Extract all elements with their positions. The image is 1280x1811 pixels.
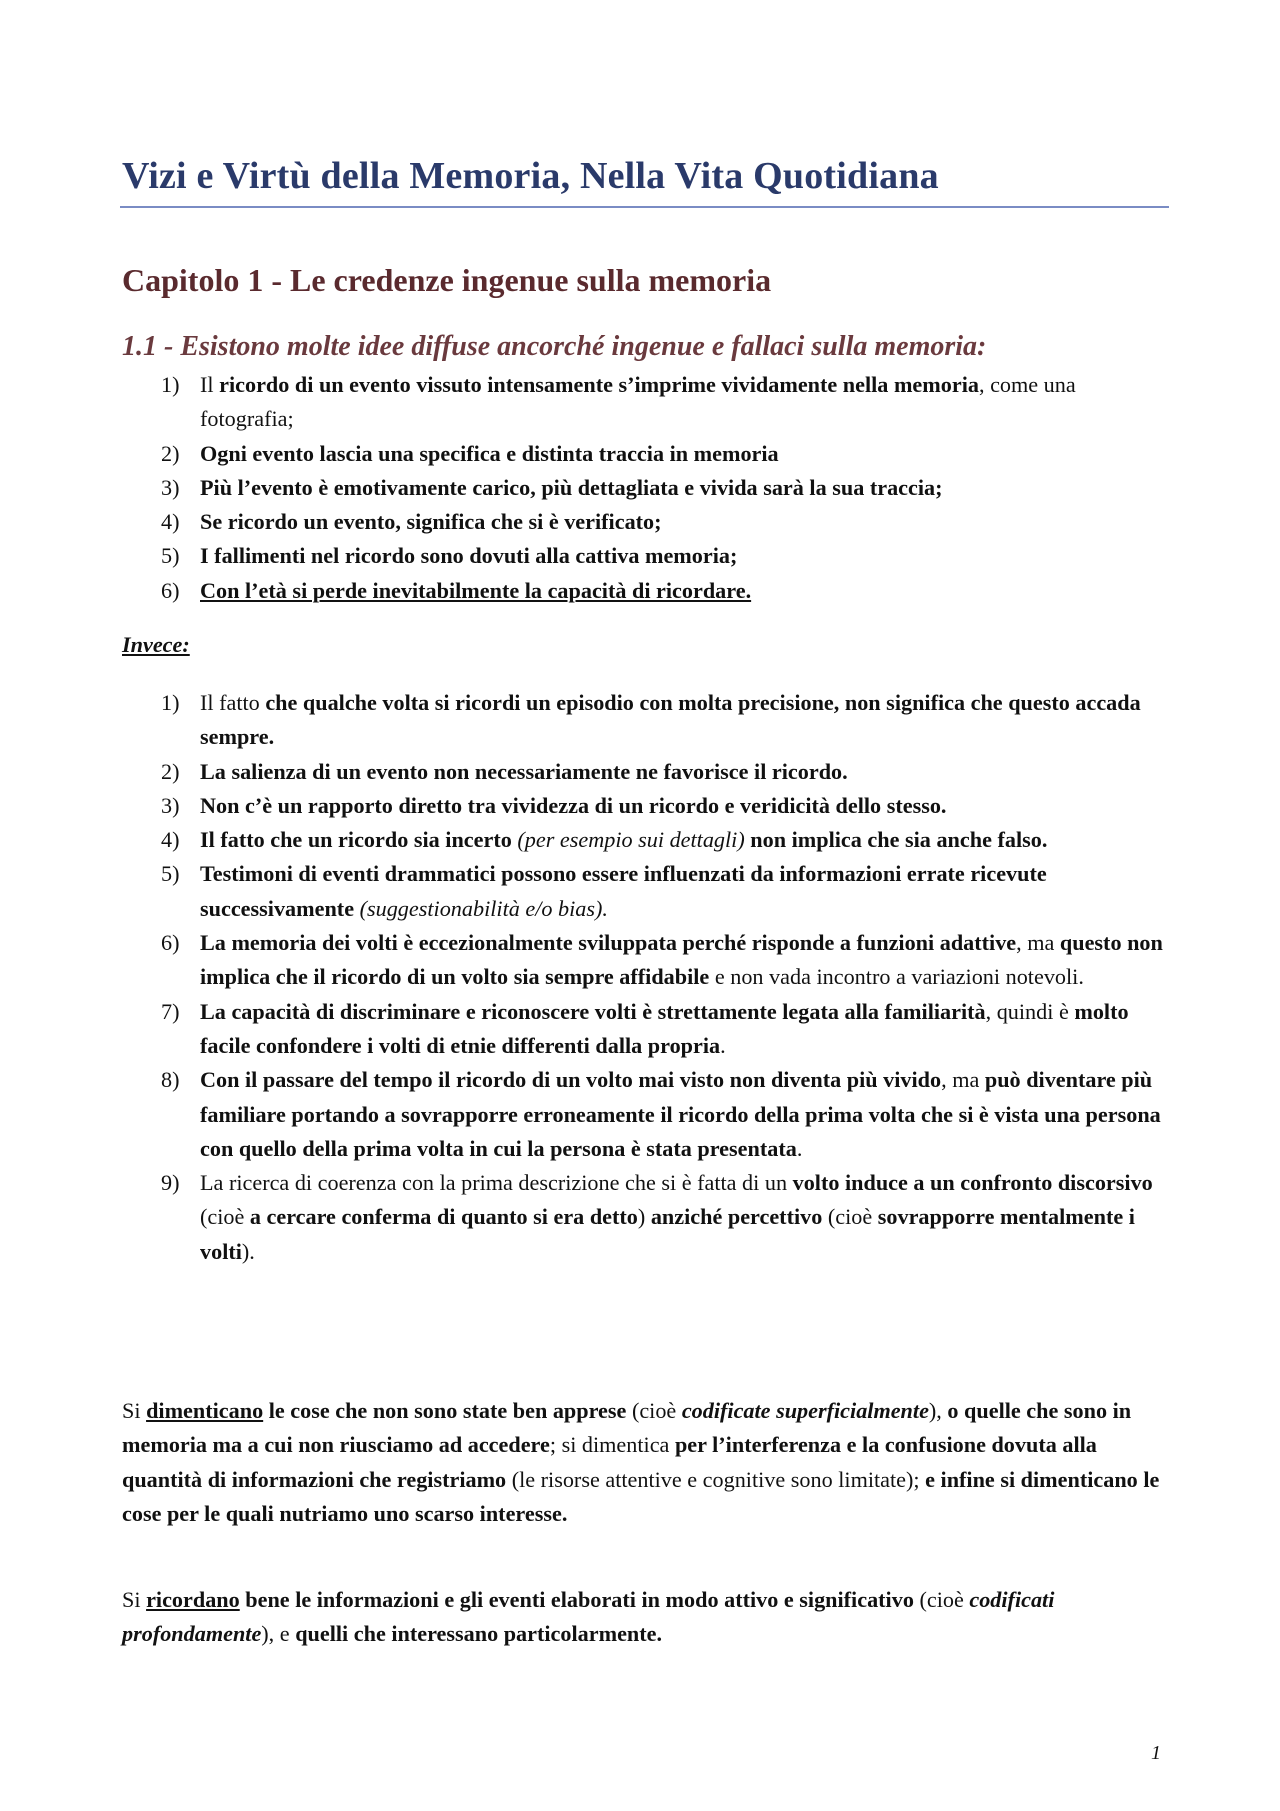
document-title: Vizi e Virtù della Memoria, Nella Vita Quotidiana [122,155,939,197]
list-number: 4) [161,509,180,535]
section-heading: 1.1 - Esistono molte idee diffuse ancorché ingenue e fallaci sulla memoria: [122,331,987,362]
list-text-bold: non implica che sia anche falso. [744,827,1048,853]
list-item [122,1166,1167,1269]
list-text-bold: La salienza di un evento non necessariamente ne favorisce il ricordo. [200,758,848,784]
para-text: ), [928,1398,948,1423]
list-item [122,789,1167,823]
list-item [122,471,1167,505]
list-text-bold: Testimoni di eventi drammatici possono essere influenzati da informazioni errate ricevute successivamente [200,861,1047,921]
list-text-bold: può diventare più familiare portando a sovrapporre erroneamente il ricordo della prima volta che si è vista una persona con quello della prima volta in cui la persona è stata presentata [200,1067,1161,1161]
list-item [122,1063,1167,1166]
list-text: , ma [1016,930,1060,956]
list-text-bold: che qualche volta si ricordi un episodio con molta precisione, non significa che questo accada sempre. [200,690,1141,750]
para-text: Si [122,1398,147,1423]
list-number: 5) [161,543,180,569]
list-item [122,995,1167,1064]
forgetting-paragraph [122,1394,1167,1531]
list-text: . [720,1032,726,1058]
list-text-bold: molto facile confondere i volti di etnie differenti dalla propria [200,998,1129,1058]
list-text-bold-underlined: Con l’età si perde inevitabilmente la capacità di ricordare. [200,577,752,603]
list-text-bold: I fallimenti nel ricordo sono dovuti alla cattiva memoria; [200,543,738,569]
list-text: , come una fotografia; [200,372,1076,432]
list-number: 7) [161,998,180,1024]
list-number: 3) [161,474,180,500]
list-item [122,686,1167,755]
list-text-bold: Ogni evento lascia una specifica e distinta traccia in memoria [200,440,779,466]
list-item [122,857,1167,926]
para-text: (cioè [913,1587,970,1612]
list-number: 4) [161,827,180,853]
list-text-bold: Il fatto che un ricordo sia incerto [200,827,518,853]
list-text-bold: La memoria dei volti è eccezionalmente sviluppata perché risponde a funzioni adattive [200,930,1017,956]
para-text-bold: e infine si dimenticano le cose per le quali nutriamo uno scarso interesse. [122,1466,1160,1526]
list-text-bold: ricordo di un evento vissuto intensamente s’imprime vividamente nella memoria [219,372,979,397]
list-item [122,437,1167,471]
list-text-bold: Se ricordo un evento, significa che si è verificato; [200,509,662,535]
invece-label: Invece: [122,632,190,657]
list-text: , ma [941,1067,985,1093]
list-item [122,505,1167,539]
remembering-paragraph [122,1583,1167,1652]
para-text: (le risorse attentive e cognitive sono limitate); [506,1466,926,1492]
para-text-bold: quelli che interessano particolarmente. [295,1621,663,1647]
list-item [122,755,1167,789]
list-text-bold: volto induce a un confronto discorsivo [792,1170,1153,1196]
para-text: Si [122,1587,147,1612]
list-text: ). [241,1238,255,1264]
list-text-bold: a cercare conferma di quanto si era detto [249,1204,638,1230]
list-number: 6) [161,577,180,603]
list-number: 9) [161,1170,180,1196]
para-text-bold: o quelle che sono in memoria ma a cui non riusciamo ad accedere [122,1398,1132,1458]
list-number: 2) [161,440,180,466]
list-text-bold: La capacità di discriminare e riconoscere volti è strettamente legata alla familiarità [200,998,986,1024]
list-text-bold: Più l’evento è emotivamente carico, più dettagliata e vivida sarà la sua traccia; [200,474,943,500]
list-number: 2) [161,758,180,784]
para-text: ), e [261,1621,296,1647]
list-number: 5) [161,861,180,887]
list-text-bold: sovrapporre mentalmente i volti [200,1204,1135,1264]
list-item [122,574,1167,608]
list-item [122,926,1167,995]
para-text: (cioè [626,1398,682,1423]
para-text-bold: le cose che non sono state ben apprese [263,1398,627,1423]
naive-beliefs-list [122,368,1167,608]
page-number: 1 [1151,1742,1161,1764]
facts-list [122,686,1167,1269]
list-text: Il [200,372,220,397]
para-text-bold: per l’interferenza e la confusione dovuta alla quantità di informazioni che registriamo [122,1432,1097,1492]
list-text: Il fatto [200,690,266,715]
para-text: ; si dimentica [549,1432,675,1458]
list-text: . [796,1135,803,1161]
list-text: (cioè [200,1204,250,1230]
para-text-bold-underlined: ricordano [146,1587,240,1612]
list-item [122,823,1167,857]
list-text: (cioè [822,1204,878,1230]
chapter-heading: Capitolo 1 - Le credenze ingenue sulla memoria [122,262,772,298]
list-text-bold: Non c’è un rapporto diretto tra vividezza di un ricordo e veridicità dello stesso. [200,792,947,818]
para-text-bold-underlined: dimenticano [146,1398,264,1423]
list-text: ) [637,1204,651,1230]
list-number: 3) [161,792,180,818]
list-text: e non vada incontro a variazioni notevoli. [709,964,1084,990]
list-item [122,368,1167,437]
list-text: , quindi è [985,998,1075,1024]
list-text-bold: questo non implica che il ricordo di un volto sia sempre affidabile [200,930,1163,990]
list-text: La ricerca di coerenza con la prima descrizione che si è fatta di un [200,1170,793,1196]
para-text-bold: bene le informazioni e gli eventi elaborati in modo attivo e significativo [239,1587,914,1612]
list-text-italic: (suggestionabilità e/o bias). [354,895,608,921]
title-underline-rule [120,206,1169,208]
list-number: 6) [161,930,180,956]
list-item [122,539,1167,573]
list-text-bold: Con il passare del tempo il ricordo di un volto mai visto non diventa più vivido [200,1067,942,1093]
para-text-bold-italic: codificati profondamente [122,1587,1055,1647]
list-number: 1) [161,690,180,715]
para-text-bold-italic: codificate superficialmente [681,1398,929,1423]
list-text-italic: (per esempio sui dettagli) [517,827,745,853]
list-text-bold: anziché percettivo [650,1204,823,1230]
list-number: 1) [161,372,180,397]
list-number: 8) [161,1067,180,1093]
